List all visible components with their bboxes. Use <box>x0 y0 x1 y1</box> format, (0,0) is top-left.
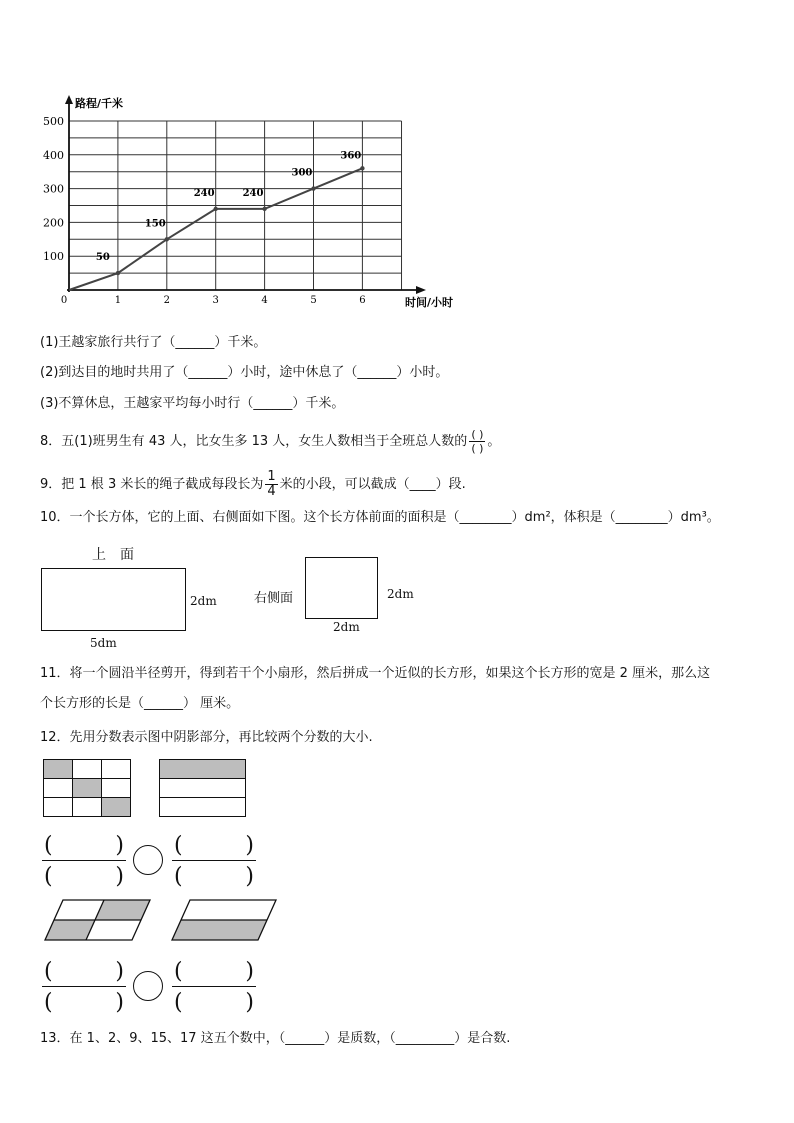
q7-line-3: (3)不算休息，王越家平均每小时行（______）千米。 <box>40 396 345 411</box>
q12-text: 12．先用分数表示图中阴影部分，再比较两个分数的大小. <box>40 730 373 745</box>
q9-fraction <box>265 470 277 499</box>
distance-time-line-chart <box>0 0 794 330</box>
x-tick-label: 5 <box>310 295 317 306</box>
q9-line <box>40 470 466 499</box>
data-point <box>311 186 315 190</box>
q12-parallelogram-quarters-figure <box>44 898 156 944</box>
y-tick-label: 400 <box>43 148 64 162</box>
q10-top-height-label: 2dm <box>190 594 217 608</box>
q10-top-face-rect <box>41 568 186 631</box>
x-axis-arrow <box>416 286 426 294</box>
y-tick-label: 500 <box>43 115 64 128</box>
y-tick-label: 100 <box>43 250 64 264</box>
y-axis-arrow <box>65 95 73 104</box>
q12-answer-fraction-4: ( ) ( ) <box>174 958 254 1015</box>
q8-frac-denominator: ( ) <box>471 442 484 455</box>
q10-side-height-label: 2dm <box>387 587 414 601</box>
q10-side-face-rect <box>305 557 378 619</box>
x-axis-label: 时间/小时 <box>405 296 454 309</box>
q12-compare-circle-2 <box>133 971 163 1001</box>
q12-answer-fraction-2: ( ) ( ) <box>174 832 254 889</box>
x-tick-label: 4 <box>261 295 268 306</box>
q12-parallelogram-halves-figure <box>171 898 279 944</box>
chart-ticks <box>43 115 366 306</box>
x-tick-label: 0 <box>60 295 68 306</box>
data-point <box>214 207 218 211</box>
q12-compare-circle-1 <box>133 845 163 875</box>
data-label: 360 <box>340 150 362 162</box>
q8-text: 8．五(1)班男生有 43 人，比女生多 13 人，女生人数相当于全班总人数的 <box>40 434 468 449</box>
q7-line-1: (1)王越家旅行共行了（______）千米。 <box>40 335 267 350</box>
q10-top-face-label: 上 面 <box>92 547 134 563</box>
y-axis-label: 路程/千米 <box>75 97 124 110</box>
q11-line-1: 11．将一个圆沿半径剪开，得到若干个小扇形，然后拼成一个近似的长方形，如果这个长方形的宽是 2 厘米，那么这 <box>40 666 711 681</box>
q8-end: 。 <box>487 434 501 449</box>
data-point <box>262 207 266 211</box>
q8-fraction <box>469 428 485 455</box>
q8-frac-numerator: ( ) <box>471 428 484 441</box>
y-tick-label: 200 <box>43 216 64 230</box>
q11-line-2: 个长方形的长是（______） 厘米。 <box>40 696 240 711</box>
q7-line-2: (2)到达目的地时共用了（______）小时，途中休息了（______）小时。 <box>40 365 449 380</box>
q9-pre: 9．把 1 根 3 米长的绳子截成每段长为 <box>40 477 264 492</box>
data-point <box>116 271 120 275</box>
q10-text: 10．一个长方体，它的上面、右侧面如下图。这个长方体前面的面积是（________）dm²，体积是（________）dm³。 <box>40 510 720 525</box>
x-tick-label: 2 <box>163 295 170 306</box>
q10-top-width-label: 5dm <box>90 636 117 650</box>
data-label: 300 <box>291 167 313 179</box>
data-label: 240 <box>193 187 215 199</box>
q12-strip-3-rows-figure <box>159 759 247 817</box>
x-tick-label: 1 <box>114 295 122 306</box>
x-tick-label: 6 <box>359 295 366 306</box>
q13-text: 13．在 1、2、9、15、17 这五个数中，（______）是质数，（_________）是合数. <box>40 1031 511 1046</box>
q12-answer-fraction-3: ( ) ( ) <box>44 958 124 1015</box>
chart-grid <box>69 121 402 290</box>
q10-side-face-label: 右侧面 <box>254 591 294 606</box>
y-tick-label: 300 <box>43 182 64 196</box>
q9-frac-numerator: 1 <box>267 469 276 484</box>
x-tick-label: 3 <box>212 295 219 306</box>
data-label: 240 <box>242 187 264 199</box>
q12-answer-fraction-1: ( ) ( ) <box>44 832 124 889</box>
data-label: 50 <box>95 252 110 264</box>
q12-grid-3x3-figure <box>43 759 133 817</box>
q10-side-width-label: 2dm <box>333 620 360 634</box>
data-point <box>360 166 364 170</box>
q9-post: 米的小段，可以截成（____）段. <box>279 477 466 492</box>
data-point <box>165 237 169 241</box>
q9-frac-denominator: 4 <box>267 484 276 499</box>
data-label: 150 <box>144 218 166 230</box>
q8-line <box>40 428 500 455</box>
